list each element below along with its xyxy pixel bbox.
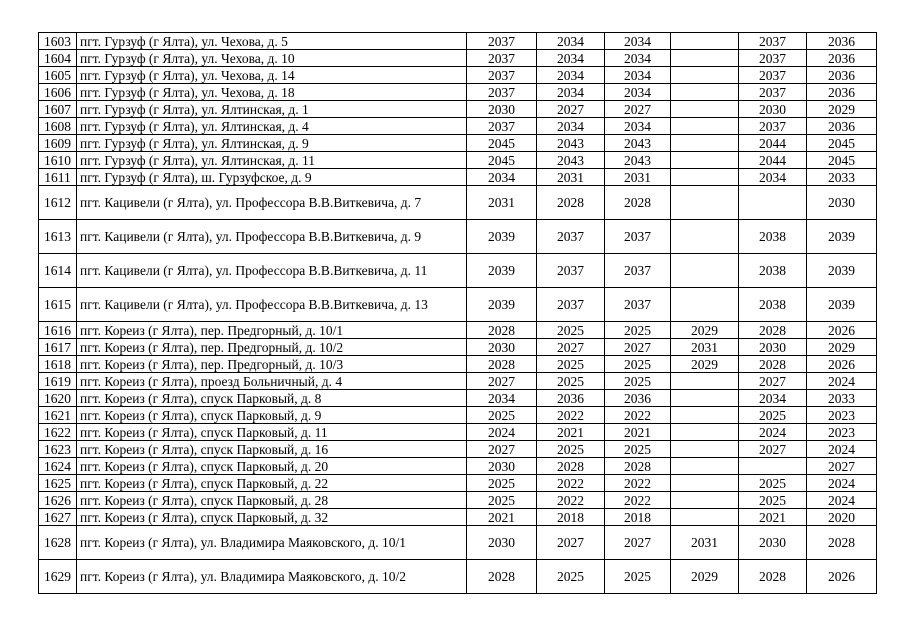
year-cell-1: 2025	[467, 475, 537, 492]
table-row	[39, 458, 877, 475]
year-cell-4	[671, 135, 739, 152]
year-cell-4	[671, 390, 739, 407]
year-cell-1: 2034	[467, 169, 537, 186]
year-cell-4: 2031	[671, 339, 739, 356]
year-cell-1: 2024	[467, 424, 537, 441]
year-cell-4	[671, 67, 739, 84]
row-number-cell: 1617	[39, 339, 77, 356]
row-number-cell: 1623	[39, 441, 77, 458]
table-row	[39, 50, 877, 67]
year-cell-2: 2025	[537, 356, 605, 373]
year-cell-4	[671, 186, 739, 220]
table-row	[39, 254, 877, 288]
table-row	[39, 509, 877, 526]
year-cell-5: 2044	[739, 152, 807, 169]
year-cell-5: 2034	[739, 169, 807, 186]
year-cell-3: 2034	[605, 84, 671, 101]
year-cell-4: 2029	[671, 356, 739, 373]
year-cell-6: 2036	[807, 67, 877, 84]
row-number-cell: 1605	[39, 67, 77, 84]
address-cell: пгт. Гурзуф (г Ялта), ул. Чехова, д. 14	[77, 67, 467, 84]
row-number-cell: 1626	[39, 492, 77, 509]
year-cell-6: 2028	[807, 526, 877, 560]
table-body	[39, 33, 877, 594]
year-cell-3: 2028	[605, 186, 671, 220]
year-cell-4	[671, 424, 739, 441]
row-number-cell: 1615	[39, 288, 77, 322]
year-cell-4: 2029	[671, 322, 739, 339]
row-number-cell: 1619	[39, 373, 77, 390]
table-row	[39, 101, 877, 118]
row-number-cell: 1610	[39, 152, 77, 169]
year-cell-5: 2034	[739, 390, 807, 407]
year-cell-5: 2030	[739, 526, 807, 560]
row-number-cell: 1624	[39, 458, 77, 475]
year-cell-5: 2030	[739, 339, 807, 356]
table-row	[39, 33, 877, 50]
year-cell-5: 2025	[739, 475, 807, 492]
year-cell-2: 2043	[537, 152, 605, 169]
year-cell-1: 2037	[467, 50, 537, 67]
table-row	[39, 152, 877, 169]
year-cell-1: 2030	[467, 101, 537, 118]
year-cell-5: 2037	[739, 118, 807, 135]
year-cell-1: 2028	[467, 322, 537, 339]
year-cell-6: 2039	[807, 288, 877, 322]
row-number-cell: 1620	[39, 390, 77, 407]
year-cell-3: 2034	[605, 67, 671, 84]
year-cell-1: 2021	[467, 509, 537, 526]
year-cell-5: 2044	[739, 135, 807, 152]
row-number-cell: 1625	[39, 475, 77, 492]
address-cell: пгт. Гурзуф (г Ялта), ул. Ялтинская, д. 4	[77, 118, 467, 135]
row-number-cell: 1613	[39, 220, 77, 254]
year-cell-1: 2037	[467, 33, 537, 50]
table-row	[39, 135, 877, 152]
year-cell-3: 2034	[605, 33, 671, 50]
table-row	[39, 560, 877, 594]
table-row	[39, 373, 877, 390]
row-number-cell: 1604	[39, 50, 77, 67]
year-cell-6: 2036	[807, 33, 877, 50]
year-cell-2: 2025	[537, 373, 605, 390]
year-cell-5: 2021	[739, 509, 807, 526]
row-number-cell: 1606	[39, 84, 77, 101]
year-cell-5: 2028	[739, 322, 807, 339]
year-cell-2: 2018	[537, 509, 605, 526]
year-cell-6: 2024	[807, 492, 877, 509]
year-cell-4	[671, 288, 739, 322]
year-cell-3: 2037	[605, 220, 671, 254]
year-cell-2: 2034	[537, 33, 605, 50]
year-cell-6: 2026	[807, 560, 877, 594]
row-number-cell: 1611	[39, 169, 77, 186]
year-cell-2: 2037	[537, 220, 605, 254]
year-cell-4	[671, 33, 739, 50]
table-row	[39, 220, 877, 254]
year-cell-2: 2031	[537, 169, 605, 186]
year-cell-4	[671, 152, 739, 169]
address-cell: пгт. Кореиз (г Ялта), пер. Предгорный, д. 10/1	[77, 322, 467, 339]
year-cell-3: 2027	[605, 101, 671, 118]
year-cell-3: 2027	[605, 526, 671, 560]
address-cell: пгт. Кацивели (г Ялта), ул. Профессора В.В.Виткевича, д. 13	[77, 288, 467, 322]
row-number-cell: 1627	[39, 509, 77, 526]
row-number-cell: 1603	[39, 33, 77, 50]
year-cell-3: 2037	[605, 288, 671, 322]
year-cell-4	[671, 475, 739, 492]
row-number-cell: 1608	[39, 118, 77, 135]
year-cell-3: 2018	[605, 509, 671, 526]
year-cell-6: 2026	[807, 356, 877, 373]
address-cell: пгт. Кореиз (г Ялта), спуск Парковый, д. 11	[77, 424, 467, 441]
address-cell: пгт. Кореиз (г Ялта), спуск Парковый, д. 20	[77, 458, 467, 475]
address-cell: пгт. Гурзуф (г Ялта), ул. Ялтинская, д. 11	[77, 152, 467, 169]
year-cell-6: 2033	[807, 169, 877, 186]
year-cell-6: 2029	[807, 339, 877, 356]
year-cell-2: 2034	[537, 50, 605, 67]
address-cell: пгт. Кореиз (г Ялта), спуск Парковый, д. 16	[77, 441, 467, 458]
year-cell-6: 2045	[807, 152, 877, 169]
year-cell-1: 2037	[467, 67, 537, 84]
address-cell: пгт. Кореиз (г Ялта), спуск Парковый, д. 28	[77, 492, 467, 509]
year-cell-6: 2027	[807, 458, 877, 475]
address-cell: пгт. Кацивели (г Ялта), ул. Профессора В.В.Виткевича, д. 11	[77, 254, 467, 288]
year-cell-2: 2025	[537, 322, 605, 339]
row-number-cell: 1629	[39, 560, 77, 594]
address-cell: пгт. Кацивели (г Ялта), ул. Профессора В.В.Виткевича, д. 9	[77, 220, 467, 254]
table-row	[39, 339, 877, 356]
year-cell-2: 2022	[537, 492, 605, 509]
year-cell-2: 2037	[537, 254, 605, 288]
year-cell-1: 2027	[467, 441, 537, 458]
year-cell-1: 2025	[467, 407, 537, 424]
year-cell-4	[671, 118, 739, 135]
table-row	[39, 186, 877, 220]
year-cell-1: 2045	[467, 135, 537, 152]
year-cell-2: 2022	[537, 407, 605, 424]
year-cell-5: 2028	[739, 560, 807, 594]
year-cell-1: 2027	[467, 373, 537, 390]
year-cell-5: 2038	[739, 220, 807, 254]
table-row	[39, 441, 877, 458]
year-cell-1: 2030	[467, 526, 537, 560]
year-cell-2: 2036	[537, 390, 605, 407]
year-cell-5: 2028	[739, 356, 807, 373]
row-number-cell: 1614	[39, 254, 77, 288]
year-cell-2: 2034	[537, 67, 605, 84]
year-cell-1: 2039	[467, 254, 537, 288]
year-cell-4	[671, 220, 739, 254]
year-cell-6: 2024	[807, 441, 877, 458]
schedule-table	[38, 32, 877, 594]
year-cell-3: 2022	[605, 475, 671, 492]
year-cell-2: 2034	[537, 118, 605, 135]
address-cell: пгт. Кореиз (г Ялта), спуск Парковый, д. 32	[77, 509, 467, 526]
year-cell-4: 2031	[671, 526, 739, 560]
year-cell-6: 2045	[807, 135, 877, 152]
year-cell-3: 2022	[605, 407, 671, 424]
table-row	[39, 322, 877, 339]
year-cell-5: 2037	[739, 84, 807, 101]
table-row	[39, 169, 877, 186]
year-cell-3: 2043	[605, 135, 671, 152]
year-cell-6: 2024	[807, 373, 877, 390]
year-cell-1: 2039	[467, 288, 537, 322]
row-number-cell: 1618	[39, 356, 77, 373]
year-cell-6: 2039	[807, 220, 877, 254]
address-cell: пгт. Кореиз (г Ялта), спуск Парковый, д. 22	[77, 475, 467, 492]
year-cell-6: 2020	[807, 509, 877, 526]
year-cell-1: 2030	[467, 458, 537, 475]
year-cell-2: 2037	[537, 288, 605, 322]
year-cell-2: 2021	[537, 424, 605, 441]
year-cell-2: 2027	[537, 526, 605, 560]
row-number-cell: 1628	[39, 526, 77, 560]
address-cell: пгт. Гурзуф (г Ялта), ул. Ялтинская, д. 9	[77, 135, 467, 152]
table-row	[39, 390, 877, 407]
table-row	[39, 526, 877, 560]
address-cell: пгт. Кореиз (г Ялта), спуск Парковый, д. 8	[77, 390, 467, 407]
year-cell-2: 2034	[537, 84, 605, 101]
row-number-cell: 1621	[39, 407, 77, 424]
year-cell-3: 2022	[605, 492, 671, 509]
year-cell-1: 2039	[467, 220, 537, 254]
year-cell-6: 2023	[807, 424, 877, 441]
year-cell-4	[671, 458, 739, 475]
address-cell: пгт. Гурзуф (г Ялта), ул. Чехова, д. 10	[77, 50, 467, 67]
year-cell-6: 2033	[807, 390, 877, 407]
address-cell: пгт. Кореиз (г Ялта), ул. Владимира Маяковского, д. 10/2	[77, 560, 467, 594]
year-cell-2: 2022	[537, 475, 605, 492]
year-cell-3: 2031	[605, 169, 671, 186]
year-cell-1: 2030	[467, 339, 537, 356]
table-row	[39, 475, 877, 492]
year-cell-6: 2036	[807, 50, 877, 67]
year-cell-4	[671, 407, 739, 424]
year-cell-3: 2025	[605, 560, 671, 594]
year-cell-3: 2027	[605, 339, 671, 356]
year-cell-5	[739, 186, 807, 220]
year-cell-4	[671, 101, 739, 118]
address-cell: пгт. Кореиз (г Ялта), пер. Предгорный, д. 10/3	[77, 356, 467, 373]
year-cell-6: 2030	[807, 186, 877, 220]
row-number-cell: 1607	[39, 101, 77, 118]
address-cell: пгт. Гурзуф (г Ялта), ул. Чехова, д. 18	[77, 84, 467, 101]
year-cell-2: 2025	[537, 441, 605, 458]
year-cell-6: 2023	[807, 407, 877, 424]
year-cell-6: 2039	[807, 254, 877, 288]
year-cell-1: 2031	[467, 186, 537, 220]
year-cell-1: 2037	[467, 118, 537, 135]
table-row	[39, 407, 877, 424]
year-cell-2: 2028	[537, 458, 605, 475]
year-cell-6: 2036	[807, 118, 877, 135]
table-row	[39, 67, 877, 84]
address-cell: пгт. Кореиз (г Ялта), ул. Владимира Маяковского, д. 10/1	[77, 526, 467, 560]
year-cell-6: 2024	[807, 475, 877, 492]
year-cell-1: 2028	[467, 356, 537, 373]
year-cell-3: 2036	[605, 390, 671, 407]
year-cell-6: 2029	[807, 101, 877, 118]
table-row	[39, 424, 877, 441]
year-cell-4	[671, 492, 739, 509]
year-cell-5: 2038	[739, 288, 807, 322]
year-cell-4	[671, 254, 739, 288]
year-cell-3: 2034	[605, 118, 671, 135]
address-cell: пгт. Гурзуф (г Ялта), ш. Гурзуфское, д. 9	[77, 169, 467, 186]
table-row	[39, 492, 877, 509]
year-cell-5: 2037	[739, 33, 807, 50]
table-row	[39, 118, 877, 135]
year-cell-1: 2045	[467, 152, 537, 169]
year-cell-2: 2043	[537, 135, 605, 152]
year-cell-5	[739, 458, 807, 475]
year-cell-4	[671, 373, 739, 390]
year-cell-5: 2038	[739, 254, 807, 288]
year-cell-2: 2027	[537, 339, 605, 356]
row-number-cell: 1616	[39, 322, 77, 339]
year-cell-4	[671, 509, 739, 526]
year-cell-6: 2026	[807, 322, 877, 339]
year-cell-5: 2030	[739, 101, 807, 118]
year-cell-5: 2024	[739, 424, 807, 441]
year-cell-3: 2025	[605, 441, 671, 458]
year-cell-3: 2043	[605, 152, 671, 169]
table-row	[39, 84, 877, 101]
address-cell: пгт. Гурзуф (г Ялта), ул. Ялтинская, д. 1	[77, 101, 467, 118]
year-cell-1: 2037	[467, 84, 537, 101]
address-cell: пгт. Гурзуф (г Ялта), ул. Чехова, д. 5	[77, 33, 467, 50]
row-number-cell: 1609	[39, 135, 77, 152]
row-number-cell: 1612	[39, 186, 77, 220]
year-cell-3: 2021	[605, 424, 671, 441]
address-cell: пгт. Кореиз (г Ялта), проезд Больничный, д. 4	[77, 373, 467, 390]
year-cell-5: 2027	[739, 373, 807, 390]
address-cell: пгт. Кацивели (г Ялта), ул. Профессора В.В.Виткевича, д. 7	[77, 186, 467, 220]
year-cell-3: 2025	[605, 322, 671, 339]
year-cell-4	[671, 441, 739, 458]
address-cell: пгт. Кореиз (г Ялта), пер. Предгорный, д. 10/2	[77, 339, 467, 356]
row-number-cell: 1622	[39, 424, 77, 441]
year-cell-6: 2036	[807, 84, 877, 101]
year-cell-4: 2029	[671, 560, 739, 594]
year-cell-3: 2037	[605, 254, 671, 288]
year-cell-1: 2025	[467, 492, 537, 509]
year-cell-3: 2028	[605, 458, 671, 475]
year-cell-3: 2034	[605, 50, 671, 67]
year-cell-4	[671, 84, 739, 101]
year-cell-4	[671, 50, 739, 67]
address-cell: пгт. Кореиз (г Ялта), спуск Парковый, д. 9	[77, 407, 467, 424]
year-cell-4	[671, 169, 739, 186]
year-cell-5: 2037	[739, 67, 807, 84]
year-cell-3: 2025	[605, 356, 671, 373]
year-cell-1: 2028	[467, 560, 537, 594]
year-cell-1: 2034	[467, 390, 537, 407]
year-cell-5: 2025	[739, 407, 807, 424]
year-cell-2: 2028	[537, 186, 605, 220]
year-cell-5: 2027	[739, 441, 807, 458]
year-cell-5: 2025	[739, 492, 807, 509]
year-cell-5: 2037	[739, 50, 807, 67]
year-cell-2: 2027	[537, 101, 605, 118]
year-cell-3: 2025	[605, 373, 671, 390]
year-cell-2: 2025	[537, 560, 605, 594]
table-row	[39, 288, 877, 322]
table-row	[39, 356, 877, 373]
